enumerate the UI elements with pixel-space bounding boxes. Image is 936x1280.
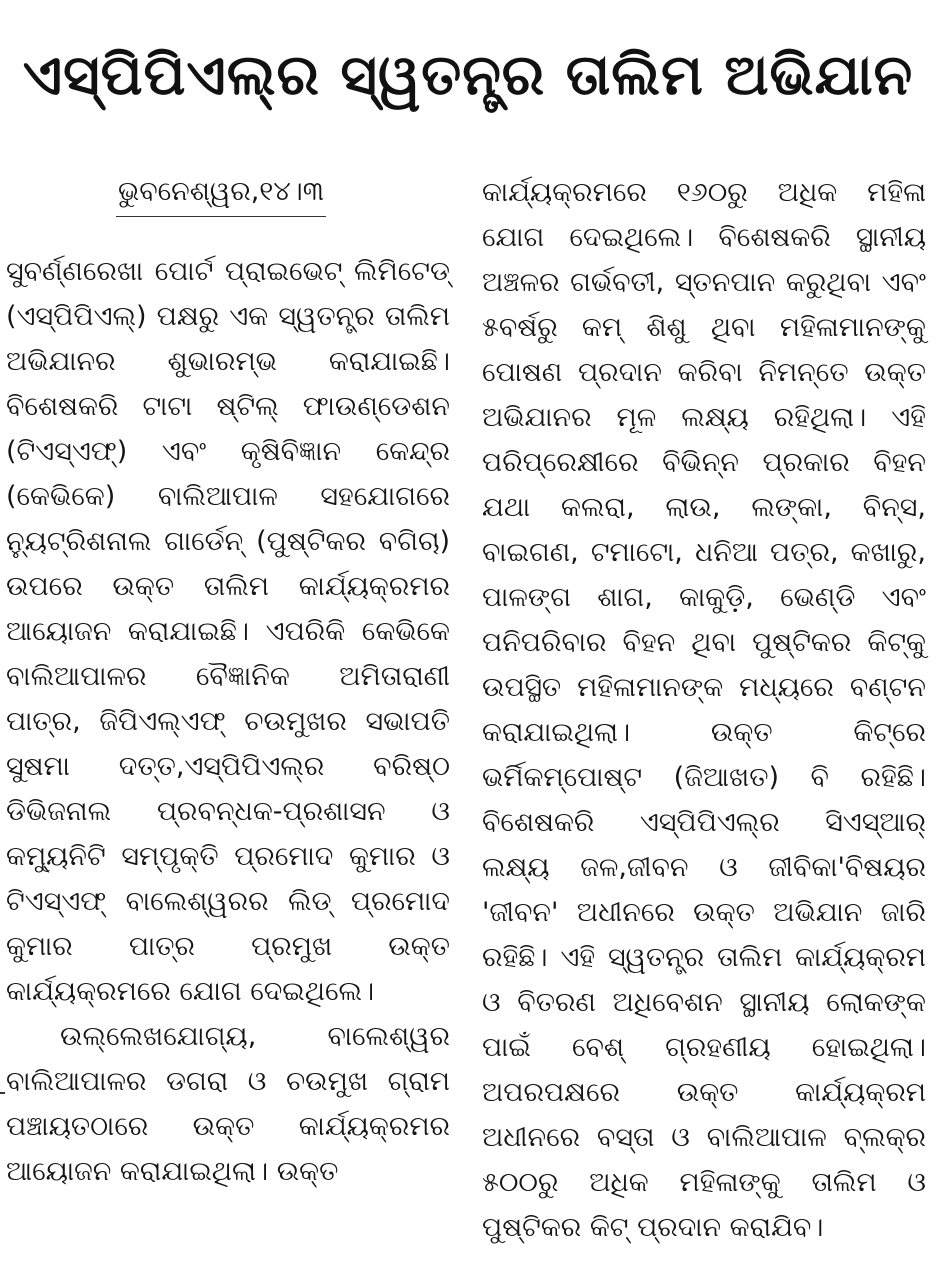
- dateline: ଭୁବନେଶ୍ୱର,୧୪।୩: [116, 170, 326, 217]
- left-paragraph-1: ସୁବର୍ଣ୍ଣରେଖା ପୋର୍ଟ ପ୍ରାଇଭେଟ୍ ଲିମିଟେଡ୍ (ଏସ୍‌ପିପିଏଲ୍) ପକ୍ଷରୁ ଏକ ସ୍ୱତନ୍ତ୍ର ତାଲିମ ଅଭିଯାନର ଶୁଭାରମ୍ଭ କରାଯାଇଛି। ବିଶେଷକରି ଟାଟା ଷ୍ଟିଲ୍ ଫାଉଣ୍ଡେଶନ (ଟିଏସ୍‌ଏଫ୍) ଏବଂ କୃଷିବିଜ୍ଞାନ କେନ୍ଦ୍ର (କେଭିକେ) ବାଲିଆପାଳ ସହଯୋଗରେ ନ୍ୟୁଟ୍ରିଶନାଲ ଗାର୍ଡେନ୍ (ପୁଷ୍ଟିକର ବଗିଚା) ଉପରେ ଉକ୍ତ ତାଲିମ କାର୍ଯ୍ୟକ୍ରମର ଆୟୋଜନ କରାଯାଇଛି। ଏପରିକି କେଭିକେ ବାଲିଆପାଳର ବୈଜ୍ଞାନିକ ଅମିତାରାଣୀ ପାତ୍ର, ଜିପିଏଲ୍‌ଏଫ୍ ଚଉମୁଖର ସଭାପତି ସୁଷମା ଦତ୍ତ,ଏସ୍‌ପିପିଏଲ୍‌ର ବରିଷ୍ଠ ଡିଭିଜନାଲ ପ୍ରବନ୍ଧକ-ପ୍ରଶାସନ ଓ କମ୍ୟୁନିଟି ସମ୍ପୃକ୍ତି ପ୍ରମୋଦ କୁମାର ଓ ଟିଏସ୍‌ଏଫ୍ ବାଲେଶ୍ୱରର ଲିଡ୍ ପ୍ରମୋଦ କୁମାର ପାତ୍ର ପ୍ରମୁଖ ଉକ୍ତ କାର୍ଯ୍ୟକ୍ରମରେ ଯୋଗ ଦେଇଥିଲେ।: [6, 256, 450, 1007]
- left-paragraph-2: ଉଲ୍ଲେଖଯୋଗ୍ୟ, ବାଲେଶ୍ୱର ବାଲିଆପାଳର ଡଗରା ଓ ଚଉମୁଖ ଗ୍ରାମ ପଞ୍ଚାୟତଠାରେ ଉକ୍ତ କାର୍ଯ୍ୟକ୍ରମର ଆୟୋଜନ କରାଯାଇଥିଲା। ଉକ୍ତ: [6, 1021, 450, 1187]
- headline: ଏସ୍‌ପିପିଏଲ୍‌ର ସ୍ୱତନ୍ତ୍ର ତାଲିମ ଅଭିଯାନ: [22, 43, 914, 108]
- left-column: [6, 170, 450, 1194]
- right-paragraph-1: କାର୍ଯ୍ୟକ୍ରମରେ ୧୬୦ରୁ ଅଧିକ ମହିଳା ଯୋଗ ଦେଇଥିଲେ। ବିଶେଷକରି ସ୍ଥାନୀୟ ଅଞ୍ଚଳର ଗର୍ଭବତୀ, ସ୍ତନପାନ କରୁଥିବା ଏବଂ ୫ବର୍ଷରୁ କମ୍ ଶିଶୁ ଥିବା ମହିଳାମାନଙ୍କୁ ପୋଷଣ ପ୍ରଦାନ କରିବା ନିମନ୍ତେ ଉକ୍ତ ଅଭିଯାନର ମୂଳ ଲକ୍ଷ୍ୟ ରହିଥିଲା। ଏହି ପରିପ୍ରେକ୍ଷୀରେ ବିଭିନ୍ନ ପ୍ରକାର ବିହନ ଯଥା କଲରା, ଲାଉ, ଲଙ୍କା, ବିନ୍‌ସ, ବାଇଗଣ, ଟମାଟୋ, ଧନିଆ ପତ୍ର, କଖାରୁ, ପାଳଙ୍ଗ ଶାଗ, କାକୁଡ଼ି, ଭେଣ୍ଡି ଏବଂ ପନିପରିବାର ବିହନ ଥିବା ପୁଷ୍ଟିକର କିଟ୍‌କୁ ଉପସ୍ଥିତ ମହିଳାମାନଙ୍କ ମଧ୍ୟରେ ବଣ୍ଟନ କରାଯାଇଥିଲା। ଉକ୍ତ କିଟ୍‌ରେ ଭର୍ମିକମ୍ପୋଷ୍ଟ (ଜିଆଖତ) ବି ରହିଛି। ବିଶେଷକରି ଏସ୍‌ପିପିଏଲ୍‌ର ସିଏସ୍‌ଆର୍ ଲକ୍ଷ୍ୟ ଜଳ,ଜୀବନ ଓ ଜୀବିକା'ବିଷୟର 'ଜୀବନ' ଅଧୀନରେ ଉକ୍ତ ଅଭିଯାନ ଜାରି ରହିଛି। ଏହି ସ୍ୱତନ୍ତ୍ର ତାଲିମ କାର୍ଯ୍ୟକ୍ରମ ଓ ବିତରଣ ଅଧିବେଶନ ସ୍ଥାନୀୟ ଲୋକଙ୍କ ପାଇଁ ବେଶ୍ ଗ୍ରହଣୀୟ ହୋଇଥିଲା। ଅପରପକ୍ଷରେ ଉକ୍ତ କାର୍ଯ୍ୟକ୍ରମ ଅଧୀନରେ ବସ୍ତା ଓ ବାଲିଆପାଳ ବ୍ଲକ୍‌ର ୫୦୦ରୁ ଅଧିକ ମହିଳାଙ୍କୁ ତାଲିମ ଓ ପୁଷ୍ଟିକର କିଟ୍ ପ୍ରଦାନ କରାଯିବ।: [482, 177, 926, 1243]
- margin-tick: [0, 1092, 5, 1094]
- right-column: [482, 170, 926, 1250]
